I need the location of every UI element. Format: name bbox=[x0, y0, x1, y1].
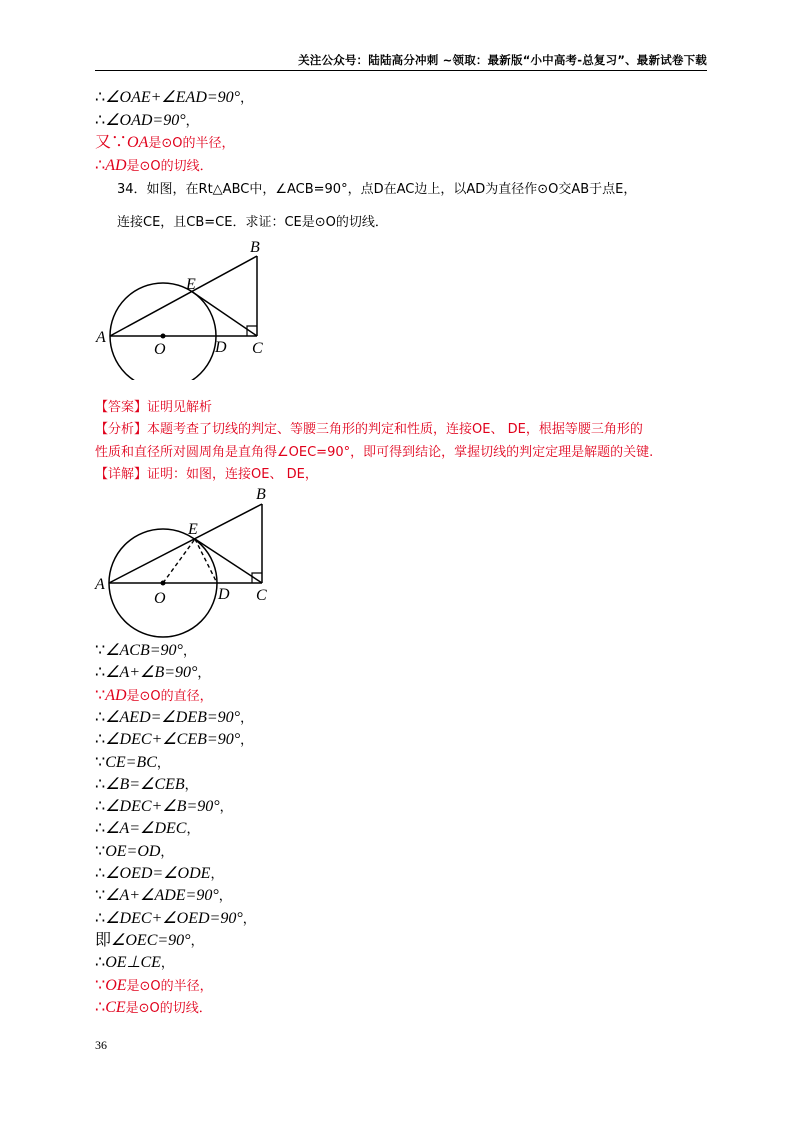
math-expression: ∠DEC+∠OED=90° bbox=[105, 909, 243, 927]
math-expression: ∠A=∠DEC bbox=[105, 820, 187, 838]
proof-step bbox=[95, 664, 210, 683]
header-divider bbox=[95, 70, 707, 71]
step-text: 是⊙O的半径， bbox=[148, 136, 235, 151]
logic-symbol: ∴ bbox=[95, 775, 106, 793]
analysis-line-2: 性质和直径所对圆周角是直角得∠OEC=90°，即可得到结论，掌握切线的判定定理是解题的关键. bbox=[95, 445, 654, 460]
segment-ab bbox=[110, 256, 257, 336]
proof-step bbox=[95, 865, 223, 884]
center-point bbox=[161, 581, 166, 586]
math-expression: OE=OD bbox=[105, 842, 161, 860]
logic-symbol: 又∵ bbox=[95, 134, 128, 151]
math-expression: ∠DEC+∠B=90° bbox=[105, 798, 220, 816]
proof-step bbox=[95, 798, 233, 817]
label-c: C bbox=[256, 587, 267, 604]
logic-symbol: ∴ bbox=[95, 954, 106, 972]
proof-step bbox=[95, 820, 199, 839]
math-expression: ∠AED=∠DEB=90° bbox=[105, 708, 241, 726]
logic-symbol: ∴ bbox=[95, 708, 106, 726]
proof-step bbox=[95, 687, 213, 706]
math-expression: ∠A+∠ADE=90° bbox=[105, 887, 219, 905]
detail-line: 【详解】证明：如图，连接OE、 DE， bbox=[95, 467, 318, 482]
math-expression: ∠OAE+∠EAD=90° bbox=[105, 89, 241, 106]
math-expression: ∠B=∠CEB bbox=[105, 775, 185, 793]
step-text: 是⊙O的切线． bbox=[126, 158, 213, 174]
detail-tag: 【详解】 bbox=[95, 467, 148, 482]
proof-step bbox=[95, 932, 204, 951]
step-text: ， bbox=[219, 800, 233, 816]
proof-step bbox=[95, 977, 213, 996]
problem-statement-line-1: 34．如图，在Rt△ABC中，∠ACB=90°，点D在AC边上，以AD为直径作⊙O交AB于点E， bbox=[117, 182, 637, 197]
label-a: A bbox=[96, 329, 106, 346]
math-expression: ∠OEC=90° bbox=[111, 931, 191, 949]
step-text: ， bbox=[240, 710, 254, 726]
step-text: ， bbox=[240, 91, 254, 106]
step-text: ， bbox=[242, 911, 256, 927]
math-expression: ∠OAD=90° bbox=[105, 111, 186, 129]
logic-symbol: 即 bbox=[95, 931, 112, 949]
step-text: 是⊙O的半径， bbox=[126, 978, 213, 994]
step-text: 是⊙O的切线． bbox=[125, 1000, 212, 1016]
page-header: 关注公众号：陆陆高分冲刺 ~领取：最新版“小中高考-总复习”、最新试卷下载 bbox=[298, 53, 707, 67]
step-text: ， bbox=[210, 867, 224, 882]
proof-step bbox=[95, 776, 198, 795]
label-e: E bbox=[188, 521, 198, 538]
answer-line: 【答案】证明见解析 bbox=[95, 400, 213, 415]
step-text: ， bbox=[240, 733, 254, 749]
logic-symbol: ∴ bbox=[95, 156, 106, 174]
solution-figure bbox=[92, 482, 282, 642]
step-text: ， bbox=[185, 113, 199, 129]
step-text: ， bbox=[156, 755, 170, 771]
step-text: ， bbox=[184, 777, 198, 793]
math-expression: CE=BC bbox=[105, 753, 157, 771]
logic-symbol: ∵ bbox=[95, 976, 106, 994]
proof-step bbox=[95, 910, 256, 929]
label-o: O bbox=[154, 590, 166, 607]
proof-step bbox=[95, 642, 196, 661]
logic-symbol: ∴ bbox=[95, 820, 106, 838]
proof-step bbox=[95, 754, 170, 773]
analysis-tag: 【分析】 bbox=[95, 422, 148, 437]
segment-ab bbox=[109, 504, 262, 583]
label-b: B bbox=[250, 239, 260, 256]
logic-symbol: ∴ bbox=[95, 664, 106, 682]
step-text: ， bbox=[160, 844, 174, 860]
math-expression: OE⊥CE bbox=[105, 954, 161, 972]
math-expression: AD bbox=[105, 686, 127, 704]
math-expression: AD bbox=[105, 156, 127, 174]
label-a: A bbox=[95, 576, 105, 593]
problem-statement-line-2: 连接CE，且CB=CE．求证：CE是⊙O的切线． bbox=[117, 215, 388, 230]
math-expression: ∠A+∠B=90° bbox=[105, 664, 198, 682]
center-point bbox=[161, 334, 166, 339]
step-text: ， bbox=[160, 956, 174, 972]
logic-symbol: ∴ bbox=[95, 111, 106, 129]
step-text: ， bbox=[186, 822, 200, 838]
label-d: D bbox=[215, 339, 227, 356]
math-expression: OE bbox=[105, 976, 127, 994]
step-text: ， bbox=[218, 889, 232, 905]
logic-symbol: ∴ bbox=[95, 998, 106, 1016]
logic-symbol: ∵ bbox=[95, 753, 106, 771]
solution-line bbox=[95, 157, 213, 176]
label-c: C bbox=[252, 340, 263, 357]
label-b: B bbox=[256, 486, 266, 503]
step-text: ， bbox=[182, 644, 196, 659]
logic-symbol: ∴ bbox=[95, 731, 106, 749]
label-d: D bbox=[218, 586, 230, 603]
solution-line bbox=[95, 89, 253, 108]
math-expression: ∠DEC+∠CEB=90° bbox=[105, 731, 241, 749]
logic-symbol: ∴ bbox=[95, 865, 106, 882]
proof-step bbox=[95, 954, 174, 973]
logic-symbol: ∵ bbox=[95, 686, 106, 704]
solution-line bbox=[95, 112, 199, 131]
math-expression: ∠OED=∠ODE bbox=[105, 865, 211, 882]
logic-symbol: ∵ bbox=[95, 842, 106, 860]
logic-symbol: ∵ bbox=[95, 642, 106, 659]
answer-tag: 【答案】 bbox=[95, 400, 148, 415]
proof-step bbox=[95, 843, 173, 862]
segment-oe-dashed bbox=[163, 539, 195, 583]
analysis-line-1: 【分析】本题考查了切线的判定、等腰三角形的判定和性质，连接OE、 DE，根据等腰三角形的 bbox=[95, 422, 643, 437]
proof-step bbox=[95, 887, 232, 906]
solution-line bbox=[95, 134, 234, 153]
step-text: ， bbox=[197, 666, 211, 682]
math-expression: CE bbox=[105, 998, 126, 1016]
label-e: E bbox=[186, 276, 196, 293]
logic-symbol: ∴ bbox=[95, 89, 106, 106]
step-text: 是⊙O的直径， bbox=[126, 688, 213, 704]
step-text: ， bbox=[190, 933, 204, 949]
page-number: 36 bbox=[95, 1038, 107, 1052]
logic-symbol: ∴ bbox=[95, 798, 106, 816]
proof-step bbox=[95, 709, 253, 728]
math-expression: OA bbox=[127, 134, 149, 151]
logic-symbol: ∴ bbox=[95, 909, 106, 927]
proof-step bbox=[95, 999, 212, 1018]
logic-symbol: ∵ bbox=[95, 887, 106, 905]
label-o: O bbox=[154, 341, 166, 358]
problem-figure bbox=[92, 238, 282, 380]
math-expression: ∠ACB=90° bbox=[105, 642, 183, 659]
proof-step bbox=[95, 731, 253, 750]
